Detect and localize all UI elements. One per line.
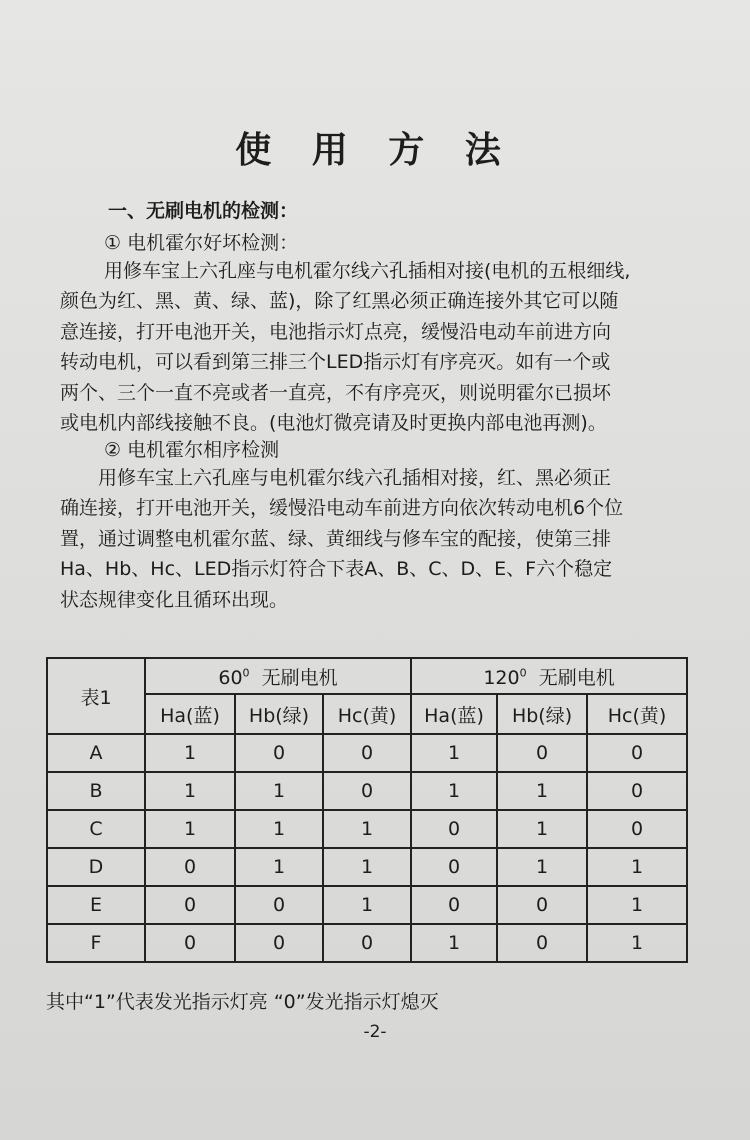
table-cell: 0 bbox=[411, 886, 497, 924]
table-label: 表1 bbox=[47, 658, 145, 734]
column-header: Hc(黄) bbox=[323, 694, 411, 734]
group-header-60: $60^0$ 无刷电机 bbox=[145, 658, 411, 694]
table-cell: 1 bbox=[235, 810, 323, 848]
table-cell: 0 bbox=[497, 886, 587, 924]
state-label: D bbox=[47, 848, 145, 886]
subsection-label-phase-check: ② 电机霍尔相序检测 bbox=[104, 439, 280, 461]
state-label: C bbox=[47, 810, 145, 848]
table-cell: 0 bbox=[323, 772, 411, 810]
table-cell: 1 bbox=[411, 772, 497, 810]
table-cell: 0 bbox=[587, 734, 687, 772]
table-cell: 1 bbox=[411, 734, 497, 772]
paragraph-phase-check bbox=[60, 463, 700, 615]
table-row bbox=[47, 924, 687, 962]
table-cell: 1 bbox=[323, 848, 411, 886]
hall-state-table bbox=[46, 657, 688, 963]
state-label: A bbox=[47, 734, 145, 772]
table-cell: 0 bbox=[145, 886, 235, 924]
table-cell: 0 bbox=[411, 848, 497, 886]
table-cell: 1 bbox=[323, 886, 411, 924]
paragraph-line: 状态规律变化且循环出现。 bbox=[60, 588, 289, 611]
table-cell: 0 bbox=[323, 924, 411, 962]
table-cell: 0 bbox=[235, 734, 323, 772]
table-cell: 1 bbox=[411, 924, 497, 962]
table-cell: 1 bbox=[235, 848, 323, 886]
paragraph-line: 转动电机，可以看到第三排三个LED指示灯有序亮灭。如有一个或 bbox=[60, 351, 611, 374]
page-number: -2- bbox=[363, 1022, 387, 1042]
table-row bbox=[47, 810, 687, 848]
column-header: Hb(绿) bbox=[235, 694, 323, 734]
paragraph-line: 或电机内部线接触不良。(电池灯微亮请及时更换内部电池再测)。 bbox=[60, 412, 607, 435]
footnote: 其中“1”代表发光指示灯亮 “0”发光指示灯熄灭 bbox=[46, 991, 439, 1013]
table-cell: 0 bbox=[323, 734, 411, 772]
paragraph-line: 用修车宝上六孔座与电机霍尔线六孔插相对接，红、黑必须正 bbox=[98, 467, 612, 489]
paragraph-line: Ha、Hb、Hc、LED指示灯符合下表A、B、C、D、E、F六个稳定 bbox=[60, 558, 613, 581]
column-header: Hc(黄) bbox=[587, 694, 687, 734]
subsection-label-hall-check: ① 电机霍尔好坏检测： bbox=[104, 232, 299, 254]
paragraph-line: 颜色为红、黑、黄、绿、蓝)，除了红黑必须正确连接外其它可以随 bbox=[60, 290, 619, 313]
table-cell: 0 bbox=[235, 886, 323, 924]
table-cell: 1 bbox=[145, 810, 235, 848]
table-cell: 1 bbox=[587, 886, 687, 924]
table-cell: 1 bbox=[587, 848, 687, 886]
table-cell: 1 bbox=[587, 924, 687, 962]
column-header: Hb(绿) bbox=[497, 694, 587, 734]
paragraph-line: 确连接，打开电池开关，缓慢沿电动车前进方向依次转动电机6个位 bbox=[60, 497, 624, 520]
table-cell: 0 bbox=[411, 810, 497, 848]
table-row bbox=[47, 886, 687, 924]
table-cell: 1 bbox=[145, 772, 235, 810]
paragraph-line: 用修车宝上六孔座与电机霍尔线六孔插相对接(电机的五根细线, bbox=[104, 260, 631, 282]
table-cell: 1 bbox=[497, 772, 587, 810]
table-row bbox=[47, 848, 687, 886]
column-header: Ha(蓝) bbox=[411, 694, 497, 734]
table-cell: 1 bbox=[145, 734, 235, 772]
page-title: 使 用 方 法 bbox=[235, 130, 515, 171]
state-label: B bbox=[47, 772, 145, 810]
table-cell: 0 bbox=[145, 848, 235, 886]
paragraph-line: 两个、三个一直不亮或者一直亮，不有序亮灭，则说明霍尔已损坏 bbox=[60, 381, 612, 404]
table-cell: 0 bbox=[497, 924, 587, 962]
table-row bbox=[47, 734, 687, 772]
paragraph-hall-check bbox=[60, 256, 700, 438]
group-header-120: $120^0$ 无刷电机 bbox=[411, 658, 687, 694]
table-cell: 1 bbox=[497, 848, 587, 886]
column-header: Ha(蓝) bbox=[145, 694, 235, 734]
state-label: E bbox=[47, 886, 145, 924]
table-cell: 1 bbox=[497, 810, 587, 848]
section-heading: 一、无刷电机的检测： bbox=[108, 200, 299, 222]
table-cell: 0 bbox=[497, 734, 587, 772]
table-cell: 0 bbox=[145, 924, 235, 962]
table-cell: 0 bbox=[587, 772, 687, 810]
table-cell: 1 bbox=[235, 772, 323, 810]
paragraph-line: 意连接，打开电池开关，电池指示灯点亮，缓慢沿电动车前进方向 bbox=[60, 320, 612, 343]
state-label: F bbox=[47, 924, 145, 962]
table-cell: 0 bbox=[587, 810, 687, 848]
table-cell: 1 bbox=[323, 810, 411, 848]
table-cell: 0 bbox=[235, 924, 323, 962]
paragraph-line: 置，通过调整电机霍尔蓝、绿、黄细线与修车宝的配接，使第三排 bbox=[60, 527, 612, 550]
table-row bbox=[47, 772, 687, 810]
